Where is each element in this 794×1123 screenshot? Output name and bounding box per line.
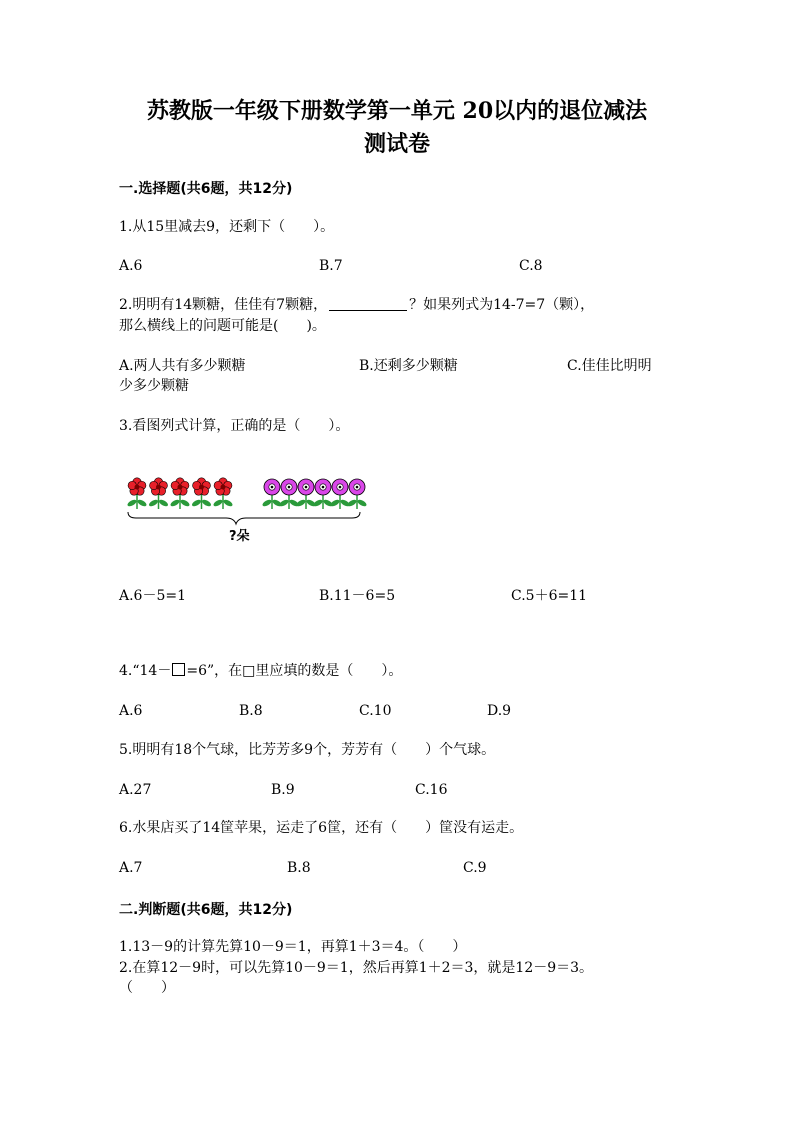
purple-flower-icon <box>329 479 350 509</box>
question-2 <box>119 295 594 316</box>
q2-option-c: C.佳佳比明明 <box>567 358 652 374</box>
q2-option-b: B.还剩多少颗糖 <box>359 358 458 374</box>
section-heading-choice: 一.选择题(共6题，共12分) <box>119 181 293 197</box>
question-6: 6.水果店买了14筐苹果，运走了6筐，还有（ ）筐没有运走。 <box>119 820 524 836</box>
purple-flower-icon <box>312 479 333 509</box>
question-3: 3.看图列式计算，正确的是（ ）。 <box>119 418 350 434</box>
purple-flower-icon <box>261 479 282 509</box>
red-flower-icon <box>212 478 233 509</box>
q1-option-a: A.6 <box>119 258 143 274</box>
flower-group <box>126 478 367 509</box>
q5-option-c: C.16 <box>415 782 448 798</box>
q1-option-c: C.8 <box>519 258 543 274</box>
q4-option-b: B.8 <box>239 703 263 719</box>
judge-question-1: 1.13－9的计算先算10－9＝1，再算1＋3＝4。（ ） <box>119 939 467 955</box>
q4-option-c: C.10 <box>359 703 392 719</box>
red-flower-icon <box>169 478 190 509</box>
question-1: 1.从15里减去9，还剩下（ ）。 <box>119 219 335 235</box>
q4-option-d: D.9 <box>487 703 512 719</box>
answer-blank <box>329 296 407 311</box>
purple-flower-icon <box>346 479 367 509</box>
document-title: 苏教版一年级下册数学第一单元 20以内的退位减法 <box>146 98 648 124</box>
red-flower-icon <box>191 478 212 509</box>
brace <box>128 512 360 524</box>
document-title-line2: 测试卷 <box>363 131 430 157</box>
figure-label: ?朵 <box>229 529 250 544</box>
q2-option-c-cont: 少多少颗糖 <box>119 378 189 394</box>
q5-option-b: B.9 <box>271 782 295 798</box>
blank-box-icon <box>172 663 185 676</box>
q4-option-a: A.6 <box>119 703 143 719</box>
q4-text-before: 4.“14－ <box>119 663 172 679</box>
q6-option-b: B.8 <box>287 860 311 876</box>
red-flower-icon <box>148 478 169 509</box>
q3-option-b: B.11－6=5 <box>319 588 396 604</box>
purple-flower-icon <box>278 479 299 509</box>
q4-text-after: =6”，在□里应填的数是（ ）。 <box>186 663 403 679</box>
flower-figure <box>122 470 372 526</box>
q1-option-b: B.7 <box>319 258 343 274</box>
question-4 <box>119 661 402 682</box>
q2-text-after: ？如果列式为14-7=7（颗）， <box>409 297 595 313</box>
judge-question-2-line2: （ ） <box>119 980 175 996</box>
purple-flower-icon <box>295 479 316 509</box>
red-flower-icon <box>126 478 147 509</box>
q3-option-c: C.5＋6=11 <box>511 588 588 604</box>
q2-option-a: A.两人共有多少颗糖 <box>119 358 246 374</box>
q5-option-a: A.27 <box>119 782 152 798</box>
q6-option-a: A.7 <box>119 860 143 876</box>
q2-text-before: 2.明明有14颗糖，佳佳有7颗糖， <box>119 297 328 313</box>
q3-option-a: A.6－5=1 <box>119 588 187 604</box>
question-2-line2: 那么横线上的问题可能是( )。 <box>119 318 326 334</box>
section-heading-judge: 二.判断题(共6题，共12分) <box>119 902 293 918</box>
judge-question-2: 2.在算12－9时，可以先算10－9＝1，然后再算1＋2＝3，就是12－9＝3。 <box>119 960 594 976</box>
q6-option-c: C.9 <box>463 860 487 876</box>
question-5: 5.明明有18个气球，比芳芳多9个，芳芳有（ ）个气球。 <box>119 742 496 758</box>
